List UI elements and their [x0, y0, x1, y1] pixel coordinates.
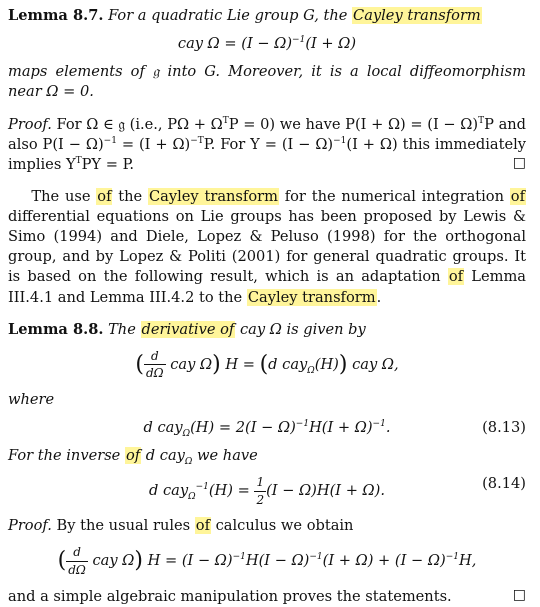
proof-label: Proof. [8, 115, 52, 133]
highlight-of: of [125, 447, 141, 465]
highlight-cayley-transform: Cayley transform [247, 288, 376, 306]
lemma-8-7-body: maps elements of 𝔤 into G. Moreover, it is a local diffeomorphism near Ω = 0. [8, 63, 526, 101]
highlight-of: of [510, 187, 525, 205]
equation-cay-def: cay $\Omega = (I - \Omega)^{-1}(I + \Omega)$ [177, 35, 357, 53]
equation-proof: ( $\frac{d}{d\Omega}$ cay Ω) $H = (I - \Omega)^{-1}H(I - \Omega)^{-1}(I + \Omega) + (I - \Omega)^{-1}H$, [57, 545, 477, 577]
highlight-cayley-transform: Cayley transform [353, 7, 481, 24]
qed-square-icon: □ [512, 154, 526, 171]
lemma-8-7-statement: Lemma 8.7. For a quadratic Lie group G, the Cayley transform [8, 7, 481, 24]
proof-closing: and a simple algebraic manipulation proves the statements. □ [8, 586, 526, 605]
equation-number: (8.14) [482, 475, 526, 493]
qed-square-icon: □ [512, 586, 526, 603]
lemma-8-8-title: Lemma 8.8. [8, 320, 104, 338]
highlight-derivative-of: derivative of [141, 320, 235, 338]
equation-8-14: d cay$_\Omega^{-1}$(H) = $\frac{1}{2}$ (I − Ω)H(I + Ω). (8.14) [148, 475, 526, 507]
inverse-statement: For the inverse of d cay$_\Omega$ we have [8, 447, 258, 467]
lemma-8-8-statement: Lemma 8.8. The derivative of cay Ω is given by [8, 320, 366, 338]
body-paragraph: The use of the Cayley transform for the numerical integration of differential equations on Lie groups has been proposed by Lewis & Simo (1994) and Diele, Lopez & Peluso (1998) for the orthogonal group, and by Lopez & Politi (2001) for general quadratic groups. It is based on the following result, which is an adaptation of Lemma III.4.1 and Lemma III.4.2 to the Cayley transform. [8, 187, 526, 306]
equation-8-13: d $cay_\Omega(H) = 2(I - \Omega)^{-1}H(I + \Omega)^{-1}$. (8.13) [143, 418, 526, 439]
highlight-of: of [97, 187, 112, 205]
proof-lemma-8-7: Proof. For Ω ∈ 𝔤 (i.e., $P\Omega + \Omega^TP = 0$) we have $P(I + \Omega) = (I - \Omega)^TP$ and also $P(I - \Omega)^{-1} = (I + \Omega)^{-T}P$. For $Y = (I - \Omega)^{-1}(I + \Omega)$ this immediately implies $Y^TPY = P$. □ [8, 115, 527, 173]
equation-number: (8.13) [482, 418, 526, 436]
proof-label: Proof. [8, 517, 52, 535]
highlight-of: of [195, 517, 210, 535]
equation-derivative: ( $\frac{d}{d\Omega}$ cay Ω) H = (d cay$_\Omega$(H)) cay Ω, [135, 348, 399, 381]
where-label: where [8, 390, 55, 408]
proof-lemma-8-8: Proof. By the usual rules of calculus we obtain [8, 517, 354, 535]
lemma-8-7-title: Lemma 8.7. [8, 7, 104, 24]
highlight-cayley-transform: Cayley transform [149, 187, 278, 205]
highlight-of: of [448, 268, 464, 286]
